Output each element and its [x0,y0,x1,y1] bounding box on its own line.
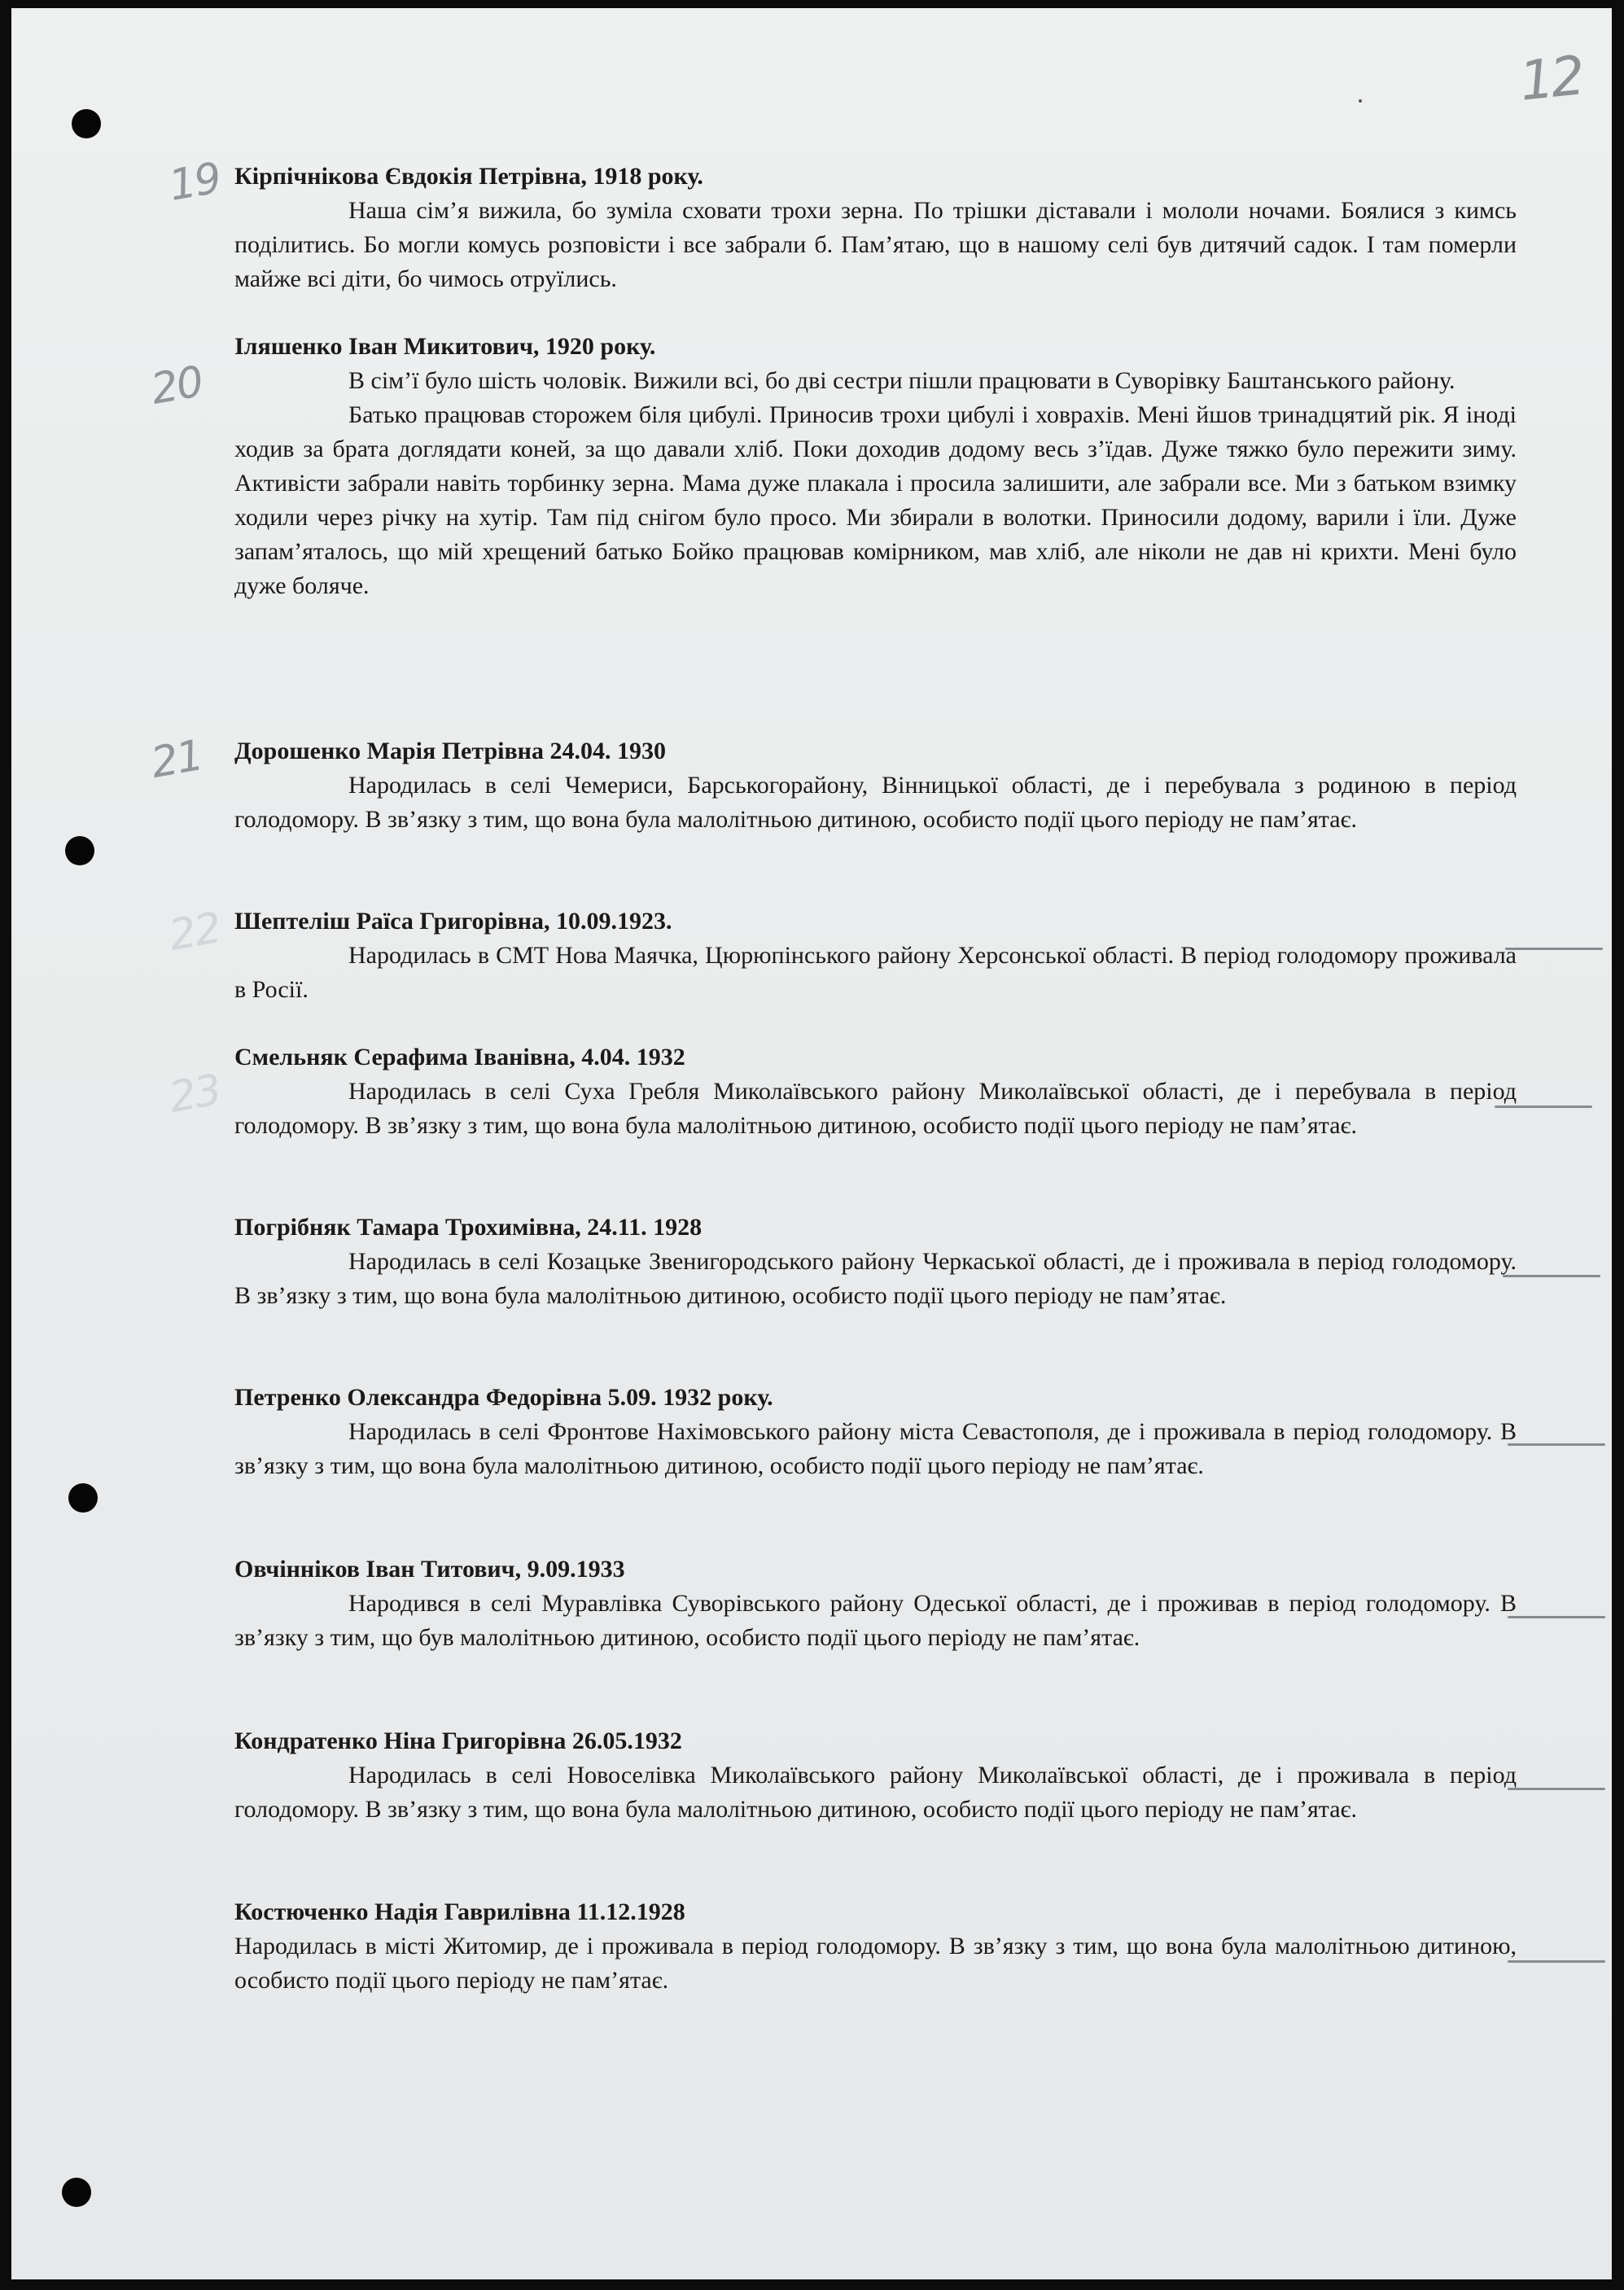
entry-name: Погрібняк Тамара Трохимівна, 24.11. 1928 [234,1214,703,1241]
page-number: 12 [1517,44,1585,113]
margin-record-number: 21 [147,731,206,788]
scanned-page [11,8,1612,2279]
entry-name: Овчінніков Іван Титович, 9.09.1933 [234,1556,625,1583]
entry-paragraph: Батько працював сторожем біля цибулі. Приносив трохи цибулі і ховрахів. Мені йшов тринадцятий рік. Я іноді ходив за брата доглядати коней, за що давали хліб. Поки доходив додому весь з’їдав. Дуже тяжко було пережити зиму. Активісти забрали навіть торбинку зерна. Мама дуже плакала і просила залишити, але забрали все. Ми з батьком взимку ходили через річку на хутір. Там під снігом було просо. Ми збирали в волотки. Приносили додому, варили і їли. Дуже запам’яталось, що мій хрещений батько Бойко працював комірником, мав хліб, але ніколи не дав ні крихти. Мені було дуже боляче. [234,401,1517,599]
punch-hole [72,109,101,138]
testimony-entry [234,1724,1517,1827]
entry-paragraph: Народилась в селі Фронтове Нахімовського району міста Севастополя, де і проживала в період голодомору. В зв’язку з тим, що вона була малолітньою дитиною, особисто події цього періоду не пам’ятає. [234,1418,1517,1479]
entry-paragraph: Народилась в місті Житомир, де і проживала в період голодомору. В зв’язку з тим, що вона була малолітньою дитиною, особисто події цього періоду не пам’ятає. [234,1933,1517,1994]
margin-record-number: 20 [147,357,206,414]
testimony-entry [234,1895,1517,1998]
entry-paragraph: Народилась в селі Чемериси, Барськогорайону, Вінницької області, де і перебувала з родиною в період голодомору. В зв’язку з тим, що вона була малолітньою дитиною, особисто події цього періоду не пам’ятає. [234,772,1517,833]
entry-name: Кондратенко Ніна Григорівна 26.05.1932 [234,1727,682,1754]
testimony-entry [234,734,1517,837]
entry-name: Смельняк Серафима Іванівна, 4.04. 1932 [234,1044,685,1071]
entry-paragraph: Народилась в СМТ Нова Маячка, Цюрюпінського району Херсонської області. В період голодомору проживала в Росії. [234,942,1517,1003]
testimony-entry [234,1040,1517,1143]
margin-dash [1508,1616,1605,1618]
entry-paragraph: Народився в селі Муравлівка Суворівського району Одеської області, де і проживав в період голодомору. В зв’язку з тим, що був малолітньою дитиною, особисто події цього періоду не пам’ятає. [234,1590,1517,1651]
margin-dash [1505,948,1603,950]
punch-hole [62,2178,91,2207]
entry-paragraph: Народилась в селі Новоселівка Миколаївського району Миколаївської області, де і проживала в період голодомору. В зв’язку з тим, що вона була малолітньою дитиною, особисто події цього періоду не пам’ятає. [234,1762,1517,1823]
margin-dash [1508,1960,1605,1963]
testimony-entry [234,904,1517,1007]
punch-hole [68,1483,98,1513]
entry-name: Шептеліш Раїса Григорівна, 10.09.1923. [234,908,672,935]
margin-record-number: 19 [165,154,224,211]
testimony-entry [234,330,1517,603]
margin-dash [1508,1443,1605,1446]
testimony-entry [234,1552,1517,1655]
entry-name: Петренко Олександра Федорівна 5.09. 1932 року. [234,1384,773,1411]
testimony-entry [234,1211,1517,1313]
entry-paragraph: Народилась в селі Козацьке Звенигородського району Черкаської області, де і проживала в період голодомору. В зв’язку з тим, що вона була малолітньою дитиною, особисто події цього періоду не пам’ятає. [234,1248,1517,1309]
testimony-entry [234,1381,1517,1483]
entry-name: Дорошенко Марія Петрівна 24.04. 1930 [234,738,666,764]
entry-name: Кірпічнікова Євдокія Петрівна, 1918 року. [234,163,703,190]
margin-record-number: 23 [165,1066,224,1123]
entry-paragraph: Народилась в селі Суха Гребля Миколаївського району Миколаївської області, де і перебувала в період голодомору. В зв’язку з тим, що вона була малолітньою дитиною, особисто події цього періоду не пам’ятає. [234,1078,1517,1139]
testimony-entry [234,160,1517,296]
margin-dash [1503,1275,1600,1277]
entry-name: Іляшенко Іван Микитович, 1920 року. [234,333,656,360]
entry-name: Костюченко Надія Гаврилівна 11.12.1928 [234,1898,685,1925]
margin-record-number: 22 [165,904,224,961]
margin-dash [1508,1788,1605,1790]
ink-speck [1359,99,1362,103]
punch-hole [65,836,94,865]
entry-paragraph: В сім’ї було шість чоловік. Вижили всі, бо дві сестри пішли працювати в Суворівку Баштанського району. [348,367,1455,394]
entry-paragraph: Наша сім’я вижила, бо зуміла сховати трохи зерна. По трішки діставали і мололи ночами. Боялися з кимсь поділитись. Бо могли комусь розповісти і все забрали б. Пам’ятаю, що в нашому селі був дитячий садок. І там померли майже всі діти, бо чимось отруїлись. [234,197,1517,292]
